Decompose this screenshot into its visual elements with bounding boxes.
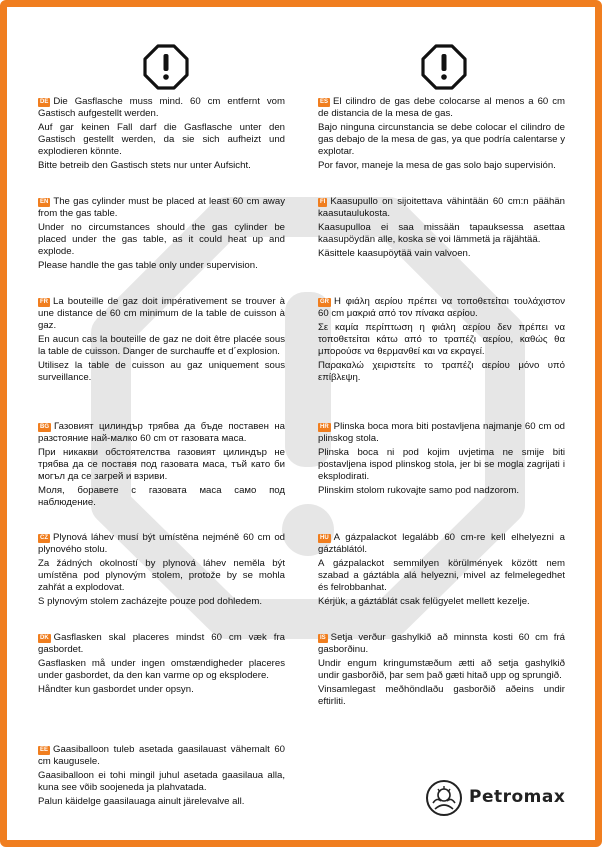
language-code-badge: HR xyxy=(320,424,329,430)
warning-text: Plynová láhev musí být umístěna nejméně 60 cm od plynového stolu. xyxy=(38,532,285,555)
warning-text: Σε καμία περίπτωση η φιάλη αερίου δεν πρέπει να τοποθετείται κάτω από το τραπέζι αερίου, καθώς θα μπορούσε να θερμανθεί και να εκραγεί. xyxy=(318,322,565,357)
warning-text: Моля, боравете с газовата маса само под наблюдение. xyxy=(38,485,285,508)
warning-block-es xyxy=(318,96,565,174)
warning-text: Bajo ninguna circunstancia se debe colocar el cilindro de gas debajo de la mesa de gas, ya que podría calentarse y explotar. xyxy=(318,122,565,157)
language-code-badge: CZ xyxy=(40,535,48,541)
language-code-badge: DK xyxy=(40,635,49,641)
language-code-badge: IS xyxy=(320,635,326,641)
warning-text: Kaasupulloa ei saa missään tapauksessa asettaa kaasupöydän alle, koska se voi lämmetä ja räjähtää. xyxy=(318,222,565,245)
warning-text: Gaasiballoon ei tohi mingil juhul asetada gaasilaua alla, kuna see võib soojeneda ja plahvatada. xyxy=(38,770,285,793)
warning-block-gr xyxy=(318,296,565,386)
warning-text: Auf gar keinen Fall darf die Gasflasche unter den Gastisch gestellt werden, da sie sich aufheizt und explodieren könnte. xyxy=(38,122,285,157)
warning-block-dk xyxy=(38,632,285,698)
language-code-badge: HU xyxy=(320,535,329,541)
language-code-badge: FR xyxy=(40,299,48,305)
brand-logo xyxy=(425,779,575,819)
language-code-badge: BG xyxy=(40,424,49,430)
warning-text: Palun käidelge gaasilauaga ainult järelevalve all. xyxy=(38,796,245,807)
warning-text: Kaasupullo on sijoitettava vähintään 60 cm:n päähän kaasutaulukosta. xyxy=(318,196,565,219)
brand-name: Petromax xyxy=(469,787,566,807)
warning-text: Kérjük, a gáztáblát csak felügyelet mellett kezelje. xyxy=(318,596,530,607)
warning-text: Por favor, maneje la mesa de gas solo bajo supervisión. xyxy=(318,160,556,171)
warning-octagon-icon xyxy=(421,44,467,90)
warning-text: Gasflasken skal placeres mindst 60 cm væk fra gasbordet. xyxy=(38,632,285,655)
language-code-badge: EN xyxy=(40,199,49,205)
warning-block-hu xyxy=(318,532,565,610)
warning-block-ee xyxy=(38,744,285,810)
warning-text: Håndter kun gasbordet under opsyn. xyxy=(38,684,194,695)
warning-block-fi xyxy=(318,196,565,262)
warning-block-cz xyxy=(38,532,285,610)
language-code-badge: EE xyxy=(40,747,49,753)
warning-text: A gázpalackot legalább 60 cm-re kell elhelyezni a gáztáblától. xyxy=(318,532,565,555)
language-code-badge: GR xyxy=(320,299,329,305)
warning-text: Газовият цилиндър трябва да бъде поставен на разстояние най-малко 60 cm от газовата маса. xyxy=(38,421,285,444)
warning-text: La bouteille de gaz doit impérativement se trouver à une distance de 60 cm minimum de la table de cuisson à gaz. xyxy=(38,296,285,331)
warning-text: Die Gasflasche muss mind. 60 cm entfernt vom Gastisch aufgestellt werden. xyxy=(38,96,285,119)
warning-text: Plinska boca ni pod kojim uvjetima ne smije biti postavljena ispod plinskog stola, jer bi se mogla zagrijati i eksplodirati. xyxy=(318,447,565,482)
warning-block-fr xyxy=(38,296,285,386)
warning-text: При никакви обстоятелства газовият цилиндър не трябва да се поставя под газовата маса, тъй като би могъл да се загрей и взриви. xyxy=(38,447,285,482)
warning-text: A gázpalackot semmilyen körülmények között nem szabad a gáztábla alá helyezni, mivel az felmelegedhet és felrobbanhat. xyxy=(318,558,565,593)
warning-block-de xyxy=(38,96,285,174)
warning-text: Παρακαλώ χειριστείτε το τραπέζι αερίου μόνο υπό επίβλεψη. xyxy=(318,360,565,383)
warning-text: Utilisez la table de cuisson au gaz uniquement sous surveillance. xyxy=(38,360,285,383)
warning-block-is xyxy=(318,632,565,710)
language-code-badge: FI xyxy=(320,199,326,205)
warning-text: Plinskim stolom rukovajte samo pod nadzorom. xyxy=(318,485,520,496)
warning-text: Please handle the gas table only under supervision. xyxy=(38,260,258,271)
warning-block-bg xyxy=(38,421,285,511)
warning-block-hr xyxy=(318,421,565,499)
warning-text: Bitte betreib den Gastisch stets nur unter Aufsicht. xyxy=(38,160,251,171)
language-code-badge: ES xyxy=(320,99,329,105)
warning-text: El cilindro de gas debe colocarse al menos a 60 cm de distancia de la mesa de gas. xyxy=(318,96,565,119)
warning-octagon-icon xyxy=(143,44,189,90)
petromax-emblem-icon xyxy=(425,779,463,817)
warning-text: Η φιάλη αερίου πρέπει να τοποθετείται τουλάχιστον 60 cm μακριά από τον πίνακα αερίου. xyxy=(318,296,565,319)
language-code-badge: DE xyxy=(40,99,49,105)
warning-text: Gasflasken må under ingen omstændigheder placeres under gasbordet, da den kan varme op og eksplodere. xyxy=(38,658,285,681)
warning-text: Setja verður gashylkið að minnsta kosti 60 cm frá gasborðinu. xyxy=(318,632,565,655)
warning-text: Za žádných okolností by plynová láhev neměla být umístěna pod plynovým stolem, protože by se mohla zahřát a explodovat. xyxy=(38,558,285,593)
warning-text: Vinsamlegast meðhöndlaðu gasborðið aðeins undir eftirliti. xyxy=(318,684,565,707)
warning-text: S plynovým stolem zacházejte pouze pod dohledem. xyxy=(38,596,262,607)
warning-text: En aucun cas la bouteille de gaz ne doit être placée sous la table de cuisson. Danger de surchauffe et d´explosion. xyxy=(38,334,285,357)
warning-text: Undir engum kringumstæðum ætti að setja gashylkið undir gasborðið, þar sem það gæti hitað upp og sprungið. xyxy=(318,658,565,681)
warning-text: Plinska boca mora biti postavljena najmanje 60 cm od plinskog stola. xyxy=(318,421,565,444)
warning-text: Gaasiballoon tuleb asetada gaasilauast vähemalt 60 cm kaugusele. xyxy=(38,744,285,767)
warning-text: Under no circumstances should the gas cylinder be placed under the gas table, as it could heat up and explode. xyxy=(38,222,285,257)
warning-block-en xyxy=(38,196,285,274)
warning-text: The gas cylinder must be placed at least 60 cm away from the gas table. xyxy=(38,196,285,219)
warning-text: Käsittele kaasupöytää vain valvoen. xyxy=(318,248,471,259)
